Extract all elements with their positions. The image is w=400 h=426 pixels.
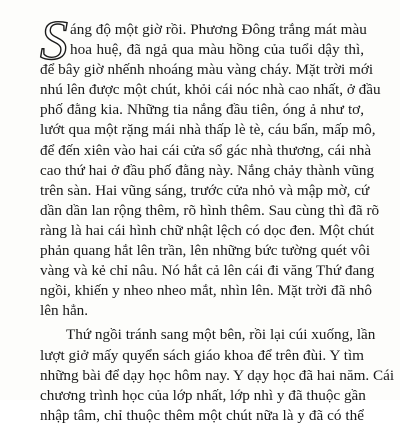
text-line: hoa huệ, đã ngả qua màu hồng của tuổi dậy thì, [70,41,364,59]
text-line: lướt qua một rặng mái nhà thấp lè tè, cáu bẩn, mấp mô, [40,121,376,139]
text-line: chương trình học của lớp nhất, lớp nhì y đã thuộc gần [40,386,366,404]
text-line: vàng và kẻ chỉ nâu. Nó hắt cả lên cái đi văng Thứ đang [40,262,375,280]
text-line: lượt giở mấy quyển sách giáo khoa để trên đùi. Y tìm [40,346,364,364]
paragraph-1 [40,10,381,321]
text-line: để bây giờ nhếnh nhoáng màu vàng cháy. Mặt trời mới [40,61,374,79]
body-text [40,10,395,426]
text-line: nhập tâm, chỉ thuộc thêm một chút nữa là y đã có thể [40,406,364,424]
text-line: Thứ ngồi tránh sang một bên, rồi lại cúi xuống, lần [66,326,376,344]
text-line: cao thứ hai ở đầu phố đằng này. Nắng chảy thành vũng [40,161,375,179]
text-line: những bài để dạy học hôm nay. Y dạy học đã hai năm. Cái [40,366,395,384]
text-line: trên sàn. Hai vũng sáng, trước cửa nhỏ và mập mờ, cứ [40,181,370,199]
text-line: ràng là hai cái hình chữ nhật lệch có dọc đen. Một chút [40,221,375,239]
text-line: để đến xiên vào hai cái cửa sổ gác nhà thương, cái nhà [40,141,372,159]
drop-cap-letter: S [40,10,68,72]
text-line: nhú lên được một chút, khỏi cái nóc nhà cao nhất, ở đầu [40,81,381,99]
text-line: phố đằng kia. Những tia nắng đầu tiên, óng ả như tơ, [40,101,364,119]
text-line: áng độ một giờ rồi. Phương Đông trắng mát màu [70,21,367,38]
paragraph-2 [40,325,395,425]
text-line: ngồi, khiến y nheo nheo mắt, nhìn lên. Mặt trời đã nhô [40,282,372,300]
text-line: phản quang hắt lên trần, lên những bức tường quét vôi [40,242,371,260]
text-line: dần dần lan rộng thêm, rõ hình thêm. Sau cùng thì đã rõ [40,201,380,219]
text-line: lên hẳn. [40,302,89,320]
